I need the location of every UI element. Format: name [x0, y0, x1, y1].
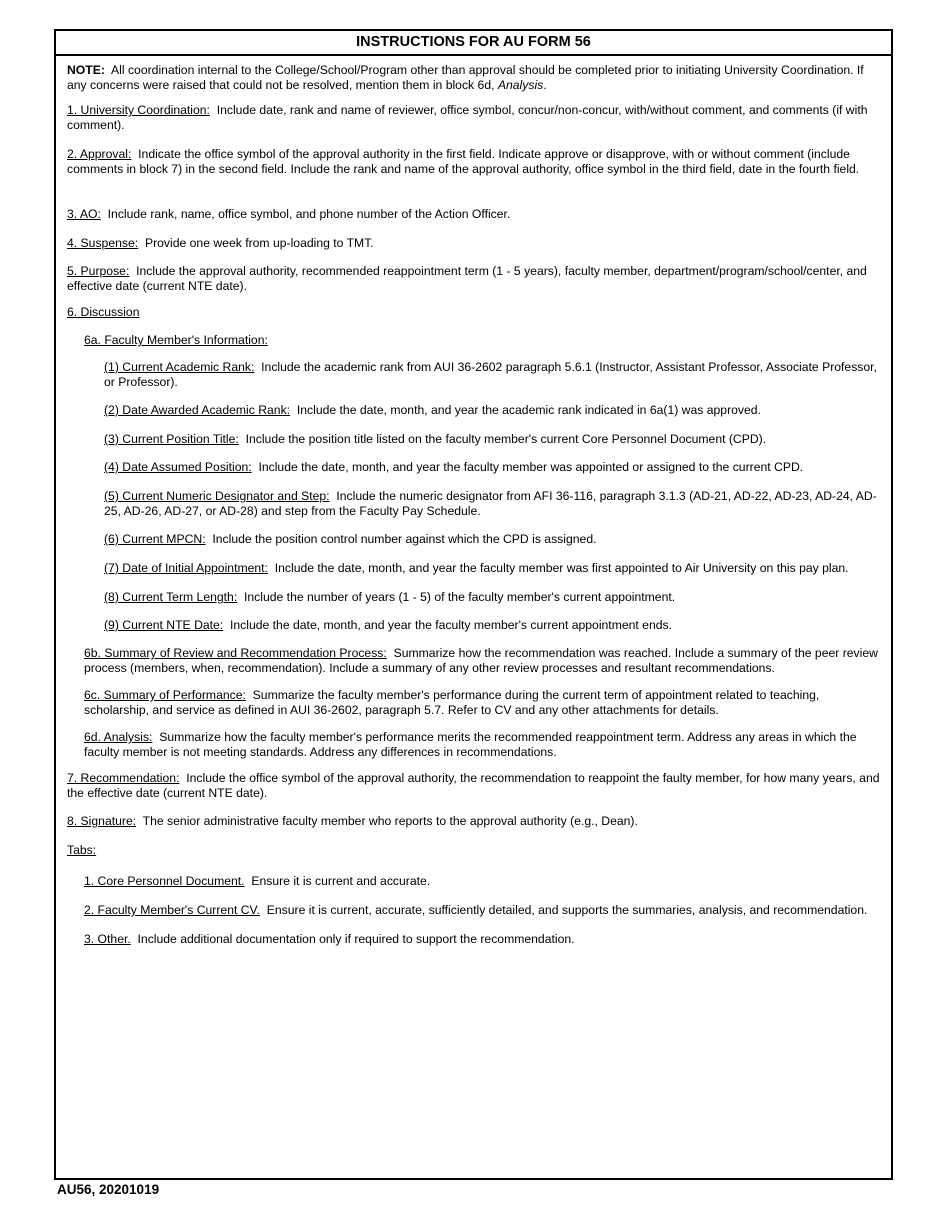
item-label: 6d. Analysis: [84, 730, 153, 744]
item-text: Include the number of years (1 - 5) of the faculty member's current appointment. [244, 590, 676, 604]
item-text: Include the date, month, and year the faculty member was first appointed to Air University on this pay plan. [274, 561, 849, 575]
item-label: 3. Other. [84, 932, 131, 946]
item-text: Include the academic rank from AUI 36-2602 paragraph 5.6.1 (Instructor, Assistant Professor, Associate Professor, or Professor). [104, 360, 877, 389]
item-text: Provide one week from up-loading to TMT. [144, 236, 374, 250]
item-label: 1. University Coordination: [67, 103, 210, 117]
item-text: Summarize how the faculty member's performance merits the recommended reappointment term. Address any areas in which the faculty member is not meeting standards. Address any differences in recommendations. [84, 730, 857, 759]
item-6a1-current-academic-rank [104, 360, 883, 390]
item-discussion [67, 305, 883, 320]
item-label: 6b. Summary of Review and Recommendation Process: [84, 646, 387, 660]
item-label: 1. Core Personnel Document. [84, 874, 245, 888]
item-text: Include the position control number against which the CPD is assigned. [212, 532, 597, 546]
item-label: 8. Signature: [67, 814, 137, 828]
item-text: Include rank, name, office symbol, and phone number of the Action Officer. [107, 207, 511, 221]
item-tabs-heading [67, 843, 883, 858]
tab-item-other [84, 932, 883, 947]
note-emphasis: Analysis [497, 78, 544, 92]
item-label: (1) Current Academic Rank: [104, 360, 255, 374]
item-label: 3. AO: [67, 207, 101, 221]
tab-item-current-cv [84, 903, 867, 918]
item-label: 7. Recommendation: [67, 771, 180, 785]
item-6d-analysis [84, 730, 883, 760]
item-6a9-current-nte-date [104, 618, 883, 633]
item-text: Summarize the faculty member's performance during the current term of appointment related to teaching, scholarship, and service as defined in AUI 36-2602, paragraph 5.7. Refer to CV and any other attachments for details. [84, 688, 820, 717]
item-text: Ensure it is current, accurate, sufficiently detailed, and supports the summaries, analysis, and recommendation. [266, 903, 868, 917]
item-label: (7) Date of Initial Appointment: [104, 561, 268, 575]
tab-item-core-personnel-document [84, 874, 883, 889]
item-text: Include the date, month, and year the academic rank indicated in 6a(1) was approved. [296, 403, 761, 417]
item-6b-review-process [84, 646, 883, 676]
item-label: (4) Date Assumed Position: [104, 460, 252, 474]
item-6a2-date-awarded-rank [104, 403, 883, 418]
item-6a3-current-position-title [104, 432, 883, 447]
form-title: INSTRUCTIONS FOR AU FORM 56 [56, 31, 891, 56]
item-label: 2. Faculty Member's Current CV. [84, 903, 260, 917]
item-label: (8) Current Term Length: [104, 590, 238, 604]
item-label: 6. Discussion [67, 305, 140, 319]
form-footer-id: AU56, 20201019 [57, 1182, 160, 1197]
note-text: All coordination internal to the College/School/Program other than approval should be completed prior to initiating University Coordination. If any concerns were raised that could not be resolved, mention them in block 6d, [67, 63, 864, 92]
item-6c-summary-performance [84, 688, 883, 718]
item-label: (3) Current Position Title: [104, 432, 239, 446]
item-label: 4. Suspense: [67, 236, 139, 250]
item-6a-faculty-information [84, 333, 883, 348]
item-text: Ensure it is current and accurate. [251, 874, 431, 888]
item-ao [67, 207, 883, 222]
item-label: (6) Current MPCN: [104, 532, 206, 546]
item-text: Summarize how the recommendation was reached. Include a summary of the peer review process (members, when, recommendation). Include a summary of any other review processes and resultant recommendations. [84, 646, 878, 675]
item-label: (9) Current NTE Date: [104, 618, 224, 632]
item-text: Include additional documentation only if required to support the recommendation. [137, 932, 575, 946]
item-suspense [67, 236, 883, 251]
item-recommendation [67, 771, 883, 801]
item-label: (5) Current Numeric Designator and Step: [104, 489, 330, 503]
note-paragraph [67, 63, 883, 93]
item-text: The senior administrative faculty member who reports to the approval authority (e.g., Dean). [142, 814, 638, 828]
item-approval [67, 147, 883, 177]
item-text: Include the office symbol of the approval authority, the recommendation to reappoint the faulty member, for how many years, and the effective date (current NTE date). [67, 771, 880, 800]
item-signature [67, 814, 883, 829]
item-6a8-current-term-length [104, 590, 883, 605]
item-text: Include the date, month, and year the faculty member was appointed or assigned to the current CPD. [258, 460, 804, 474]
item-label: 5. Purpose: [67, 264, 130, 278]
item-6a4-date-assumed-position [104, 460, 883, 475]
item-text: Include the position title listed on the faculty member's current Core Personnel Document (CPD). [245, 432, 767, 446]
item-text: Include date, rank and name of reviewer, office symbol, concur/non-concur, with/without comment, and comments (if with comment). [67, 103, 868, 132]
item-university-coordination [67, 103, 883, 133]
item-label: Tabs: [67, 843, 97, 857]
item-label: (2) Date Awarded Academic Rank: [104, 403, 291, 417]
item-text: Include the date, month, and year the faculty member's current appointment ends. [229, 618, 672, 632]
item-text: Include the numeric designator from AFI 36-116, paragraph 3.1.3 (AD-21, AD-22, AD-23, AD-24, AD-25, AD-26, AD-27, or AD-28) and step from the Faculty Pay Schedule. [104, 489, 877, 518]
item-label: 6a. Faculty Member's Information: [84, 333, 268, 347]
item-label: 6c. Summary of Performance: [84, 688, 246, 702]
item-purpose [67, 264, 883, 294]
item-6a5-numeric-designator [104, 489, 883, 519]
item-label: 2. Approval: [67, 147, 132, 161]
note-label: NOTE: [67, 63, 105, 77]
instructions-form [54, 29, 893, 1180]
note-end: . [543, 78, 547, 92]
item-text: Include the approval authority, recommended reappointment term (1 - 5 years), faculty member, department/program/school/center, and effective date (current NTE date). [67, 264, 867, 293]
item-6a6-current-mpcn [104, 532, 883, 547]
item-6a7-initial-appointment [104, 561, 883, 576]
item-text: Indicate the office symbol of the approval authority in the first field. Indicate approve or disapprove, with or without comment (include comments in block 7) in the second field. Include the rank and name of the approval authority, office symbol in the third field, date in the fourth field. [67, 147, 860, 176]
